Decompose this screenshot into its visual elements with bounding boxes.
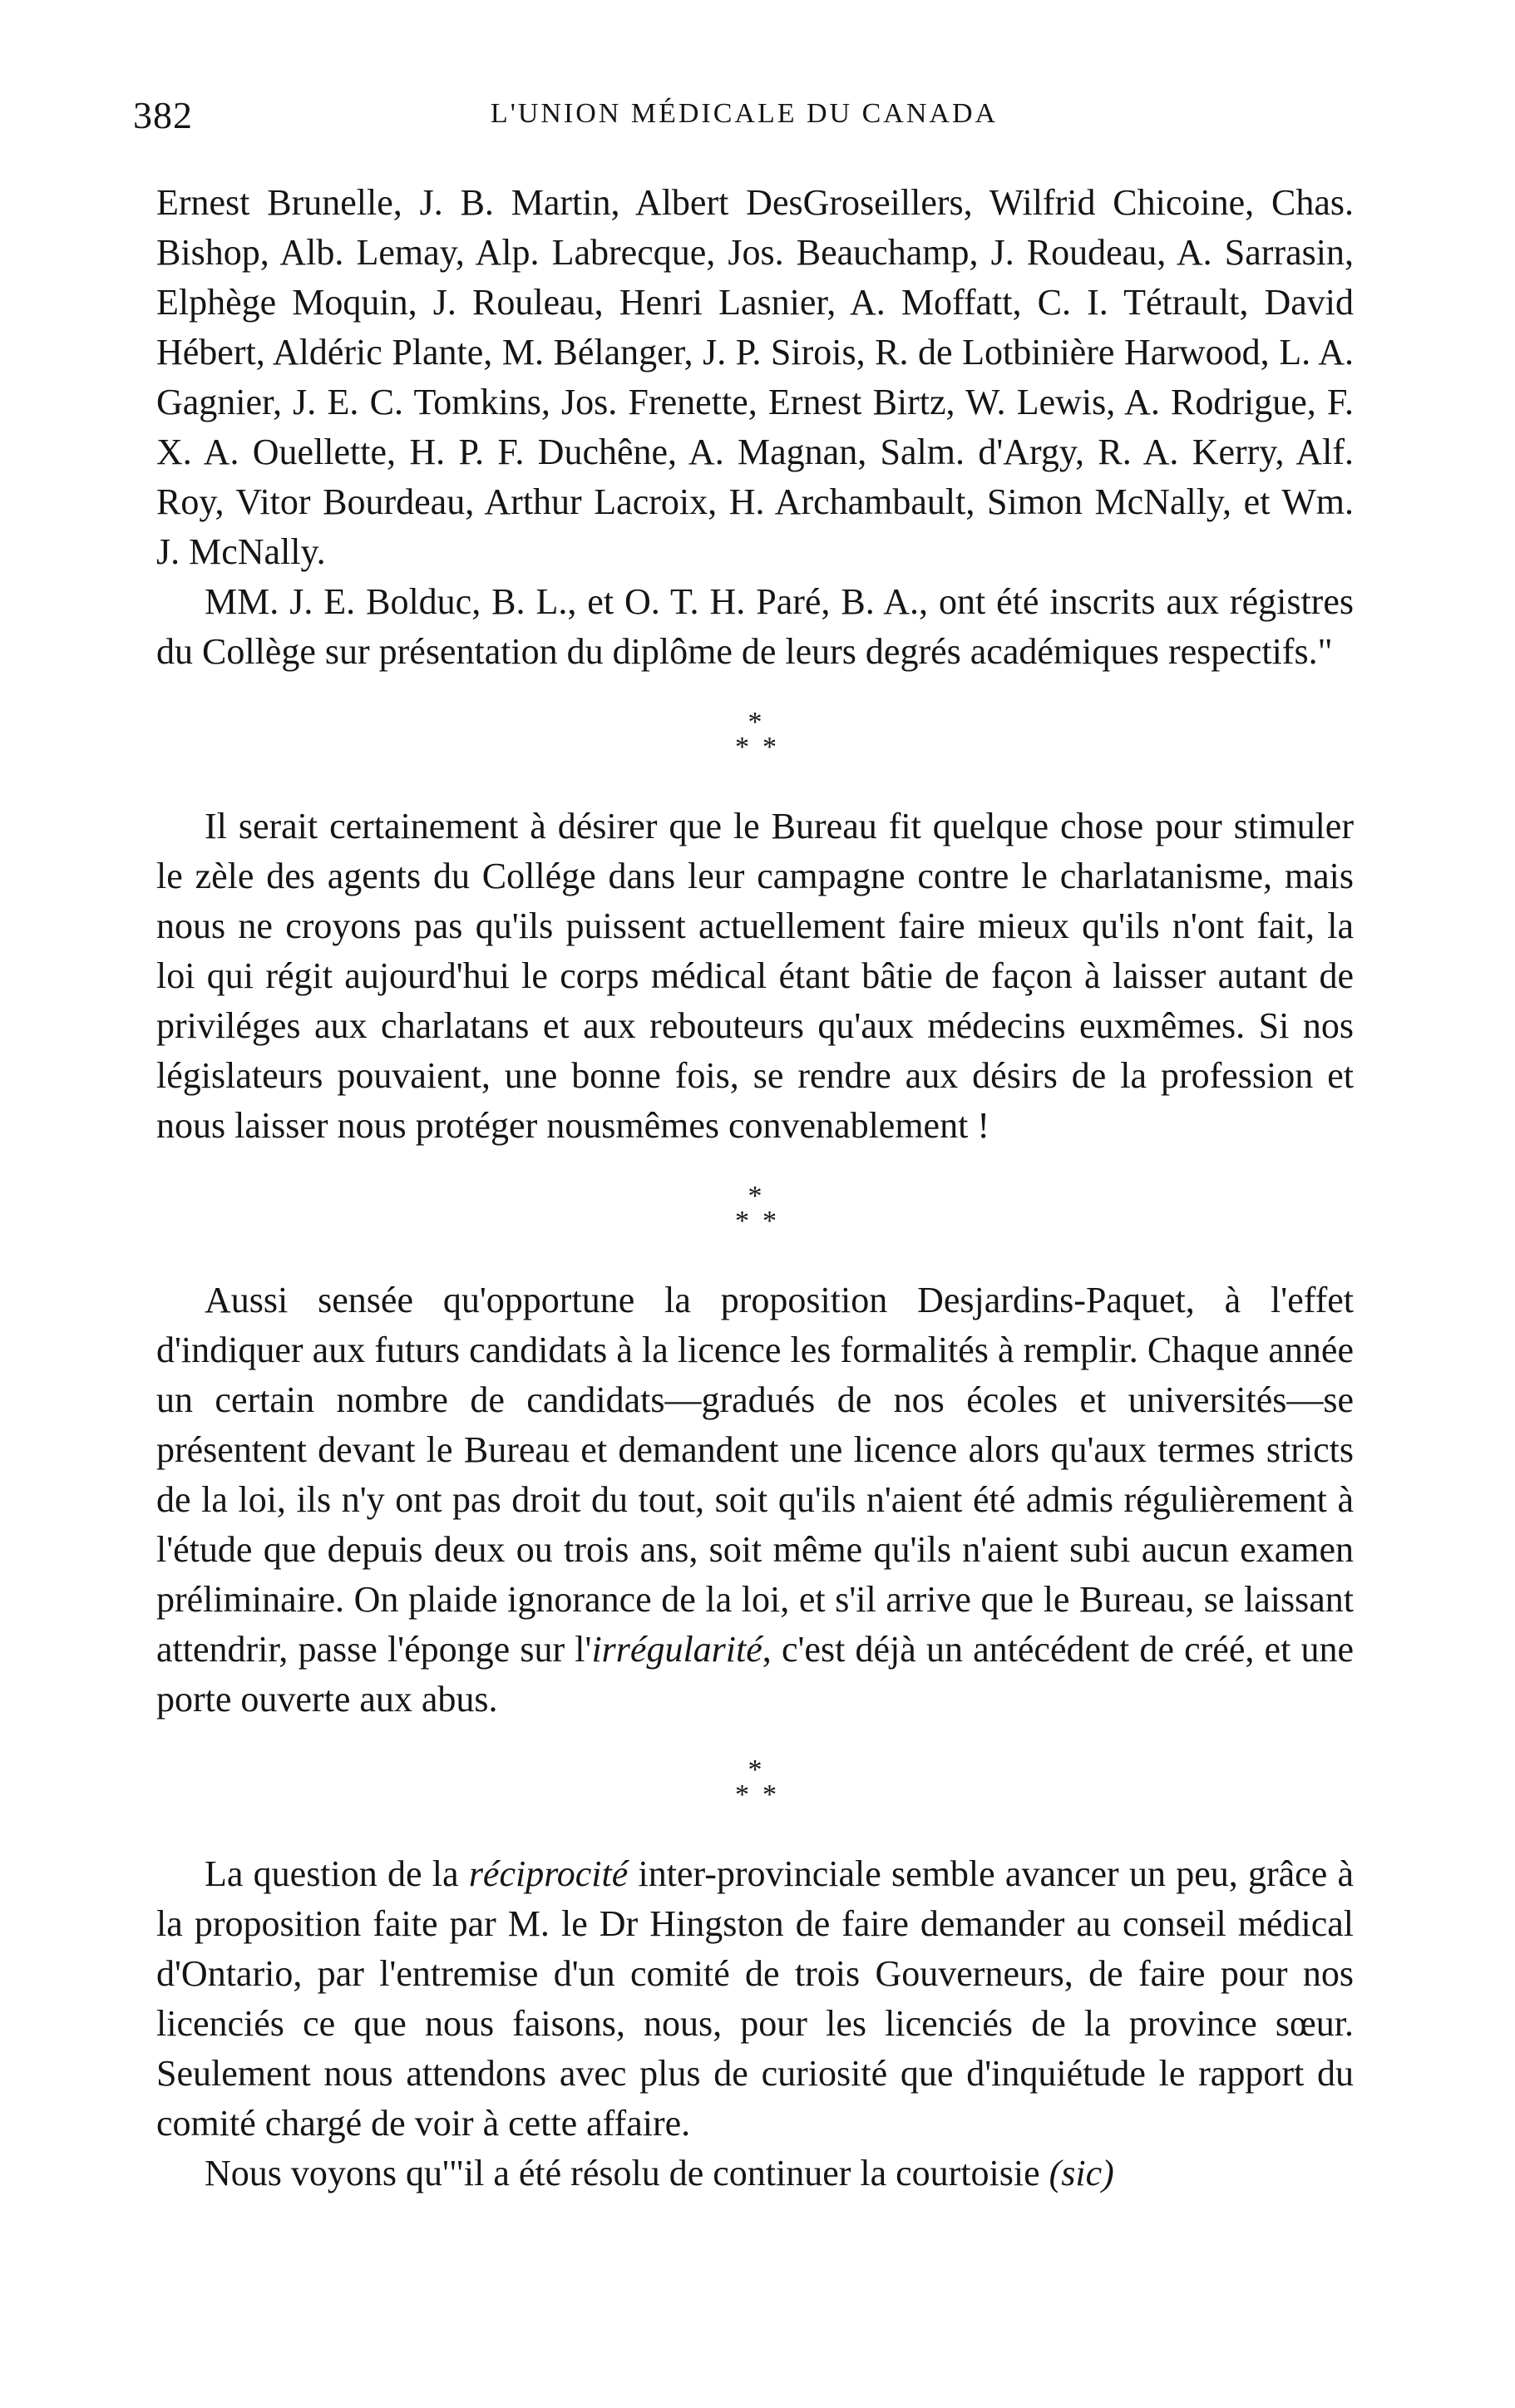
paragraph-courtesy: Nous voyons qu'"il a été résolu de continuer la courtoisie (sic) [205, 2153, 1114, 2193]
emphasis-reciprocite: réciprocité [468, 1853, 629, 1894]
asterism-ornament: * ** [735, 1754, 790, 1810]
running-head [133, 93, 1355, 143]
paragraph-registration: MM. J. E. Bolduc, B. L., et O. T. H. Paré, B. A., ont été inscrits aux régistres du Collège sur présentation du diplôme de leurs degrés académiques respectifs." [156, 581, 1354, 672]
section-separator [156, 1725, 1354, 1849]
journal-title: L'UNION MÉDICALE DU CANADA [490, 98, 999, 129]
paragraph-desjardins-paquet: Aussi sensée qu'opportune la proposition Desjardins-Paquet, à l'effet d'indiquer aux futurs candidats à la licence les formalités à remplir. Chaque année un certain nombre de candidats—gradués de nos écoles et universités—se présentent devant le Bureau et demandent une licence alors qu'aux termes stricts de la loi, ils n'y ont pas droit du tout, soit qu'ils n'aient été admis régulièrement à l'étude que depuis deux ou trois ans, soit même qu'ils n'aient subi aucun examen préliminaire. On plaide ignorance de la loi, et s'il arrive que le Bureau, se laissant attendrir, passe l'éponge sur l'irrégularité, c'est déjà un antécédent de créé, et une porte ouverte aux abus. [156, 1280, 1355, 1720]
article-body [156, 178, 1354, 2198]
paragraph-names-list: Ernest Brunelle, J. B. Martin, Albert DesGroseillers, Wilfrid Chicoine, Chas. Bishop, Alb. Lemay, Alp. Labrecque, Jos. Beauchamp, J. Roudeau, A. Sarrasin, Elphège Moquin, J. Rouleau, Henri Lasnier, A. Moffatt, C. I. Tétrault, David Hébert, Aldéric Plante, M. Bélanger, J. P. Sirois, R. de Lotbinière Harwood, L. A. Gagnier, J. E. C. Tomkins, Jos. Frenette, Ernest Birtz, W. Lewis, A. Rodrigue, F. X. A. Ouellette, H. P. F. Duchêne, A. Magnan, Salm. d'Argy, R. A. Kerry, Alf. Roy, Vitor Bourdeau, Arthur Lacroix, H. Archambault, Simon McNally, et Wm. J. McNally. [156, 182, 1354, 572]
section-separator [156, 1151, 1354, 1276]
section-separator [156, 677, 1354, 802]
asterism-ornament: * ** [735, 1181, 790, 1236]
paragraph-charlatanism: Il serait certainement à désirer que le Bureau fit quelque chose pour stimuler le zèle des agents du Collége dans leur campagne contre le charlatanisme, mais nous ne croyons pas qu'ils puissent actuellement faire mieux qu'ils n'ont fait, la loi qui régit aujourd'hui le corps médical étant bâtie de façon à laisser autant de priviléges aux charlatans et aux rebouteurs qu'aux médecins euxmêmes. Si nos législateurs pouvaient, une bonne fois, se rendre aux désirs de la profession et nous laisser nous protéger nousmêmes convenablement ! [156, 806, 1354, 1146]
paragraph-reciprocity: La question de la réciprocité inter-provinciale semble avancer un peu, grâce à la proposition faite par M. le Dr Hingston de faire demander au conseil médical d'Ontario, par l'entremise d'un comité de trois Gouverneurs, de faire pour nos licenciés ce que nous faisons, nous, pour les licenciés de la province sœur. Seulement nous attendons avec plus de curiosité que d'inquiétude le rapport du comité chargé de voir à cette affaire. [156, 1853, 1355, 2144]
emphasis-irregularite: irrégularité [591, 1629, 762, 1670]
page-number: 382 [133, 94, 193, 136]
emphasis-sic: (sic) [1049, 2153, 1114, 2193]
asterism-ornament: * ** [735, 707, 790, 762]
